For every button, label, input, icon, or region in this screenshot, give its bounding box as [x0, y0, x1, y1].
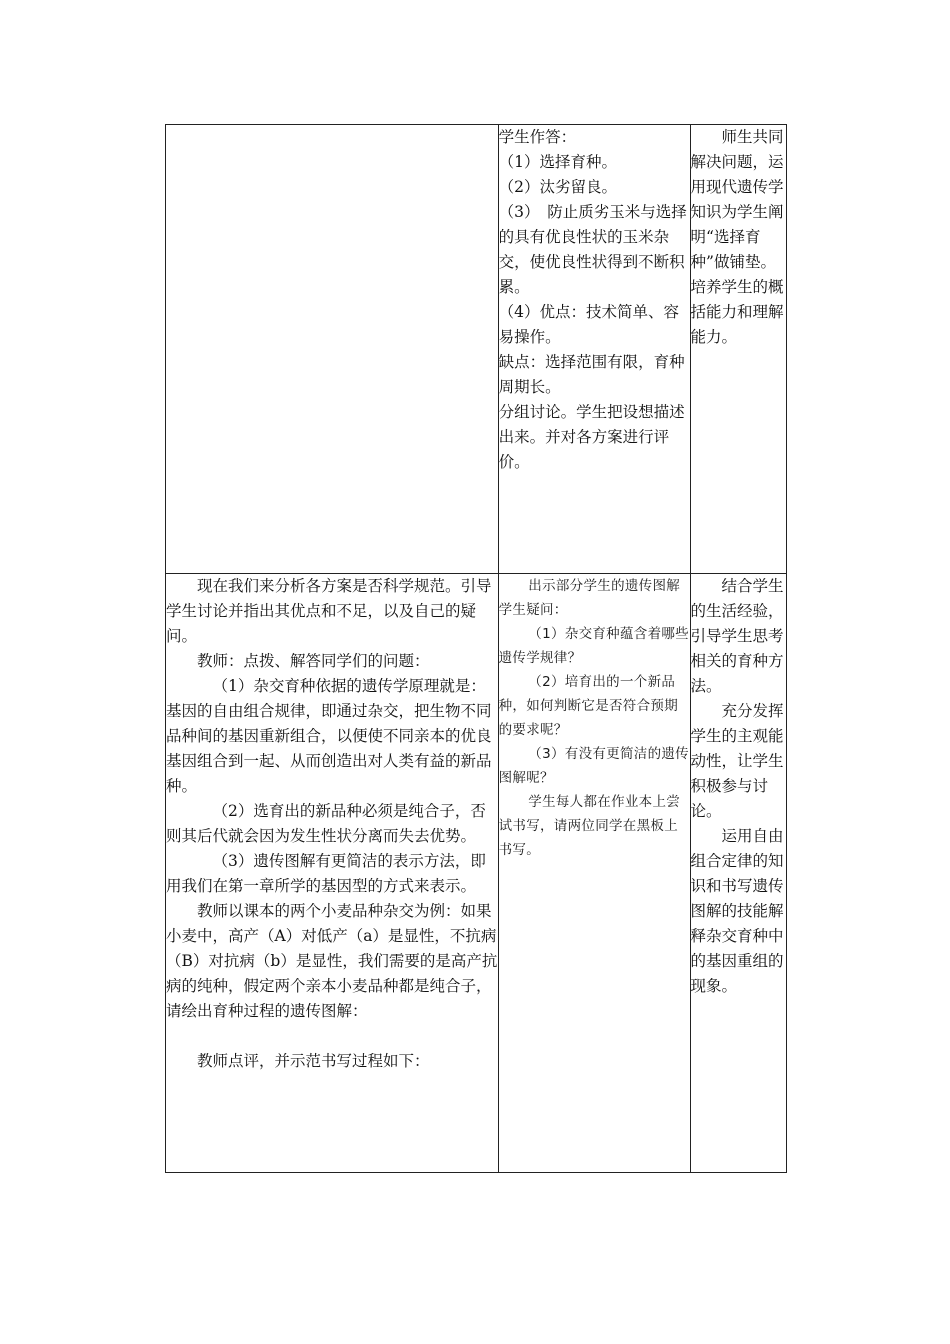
teacher-paragraph: （2）选育出的新品种必须是纯合子，否则其后代就会因为发生性状分离而失去优势。 [166, 802, 486, 845]
teacher-paragraph: 教师：点拨、解答同学们的问题： [197, 652, 430, 670]
paragraph-gap [166, 1024, 498, 1049]
design-intent-cell [690, 125, 786, 574]
teacher-activity-cell [166, 574, 499, 1173]
student-answer-item: 缺点：选择范围有限，育种周期长。 [498, 353, 685, 396]
design-intent-cell [690, 574, 786, 1173]
teacher-paragraph: 教师以课本的两个小麦品种杂交为例：如果小麦中，高产（A）对低产（a）是显性，不抗病（B）对抗病（b）是显性，我们需要的是高产抗病的纯种，假定两个亲本小麦品种都是纯合子，请绘出育种过程的遗传图解： [166, 902, 498, 1020]
design-intent-text: 运用自由组合定律的知识和书写遗传图解的技能解释杂交育种中的基因重组的现象。 [690, 827, 784, 995]
lesson-plan-table [165, 124, 787, 1173]
student-activity-cell [498, 125, 690, 574]
teacher-paragraph: （1）杂交育种依据的遗传学原理就是：基因的自由组合规律，即通过杂交，把生物不同品种间的基因重新组合，以便使不同亲本的优良基因组合到一起、从而创造出对人类有益的新品种。 [166, 677, 492, 795]
student-paragraph: （2）培育出的一个新品种，如何判断它是否符合预期的要求呢？ [498, 674, 678, 738]
student-answer-item: （3） 防止质劣玉米与选择的具有优良性状的玉米杂交，使优良性状得到不断积累。 [498, 203, 687, 296]
table-row [166, 125, 787, 574]
student-paragraph: （3）有没有更简洁的遗传图解呢？ [498, 746, 689, 786]
design-intent-text: 结合学生的生活经验，引导学生思考相关的育种方法。 [690, 577, 784, 695]
teacher-paragraph: 现在我们来分析各方案是否科学规范。引导学生讨论并指出其优点和不足，以及自己的疑问。 [166, 577, 492, 645]
design-intent-text: 充分发挥学生的主观能动性，让学生积极参与讨论。 [690, 702, 784, 820]
student-paragraph: 学生每人都在作业本上尝试书写，请两位同学在黑板上书写。 [498, 794, 681, 858]
table-row [166, 574, 787, 1173]
student-paragraph: 学生疑问： [498, 602, 568, 618]
student-answer-item: （1）选择育种。 [498, 153, 617, 171]
design-intent-text: 师生共同解决问题，运用现代遗传学知识为学生阐明“选择育种”做铺垫。培养学生的概括能力和理解能力。 [690, 128, 784, 346]
student-answer-item: 分组讨论。学生把设想描述出来。并对各方案进行评价。 [498, 403, 685, 471]
student-paragraph: （1）杂交育种蕴含着哪些遗传学规律？ [498, 626, 689, 666]
student-activity-cell [498, 574, 690, 1173]
student-answer-item: （2）汰劣留良。 [498, 178, 617, 196]
student-paragraph: 出示部分学生的遗传图解 [528, 578, 681, 594]
teacher-paragraph: （3）遗传图解有更简洁的表示方法，即用我们在第一章所学的基因型的方式来表示。 [166, 852, 486, 895]
teacher-activity-cell [166, 125, 499, 574]
teacher-paragraph: 教师点评，并示范书写过程如下： [197, 1052, 430, 1070]
student-answer-item: （4）优点：技术简单、容易操作。 [498, 303, 679, 346]
student-answer-heading: 学生作答： [498, 128, 577, 146]
